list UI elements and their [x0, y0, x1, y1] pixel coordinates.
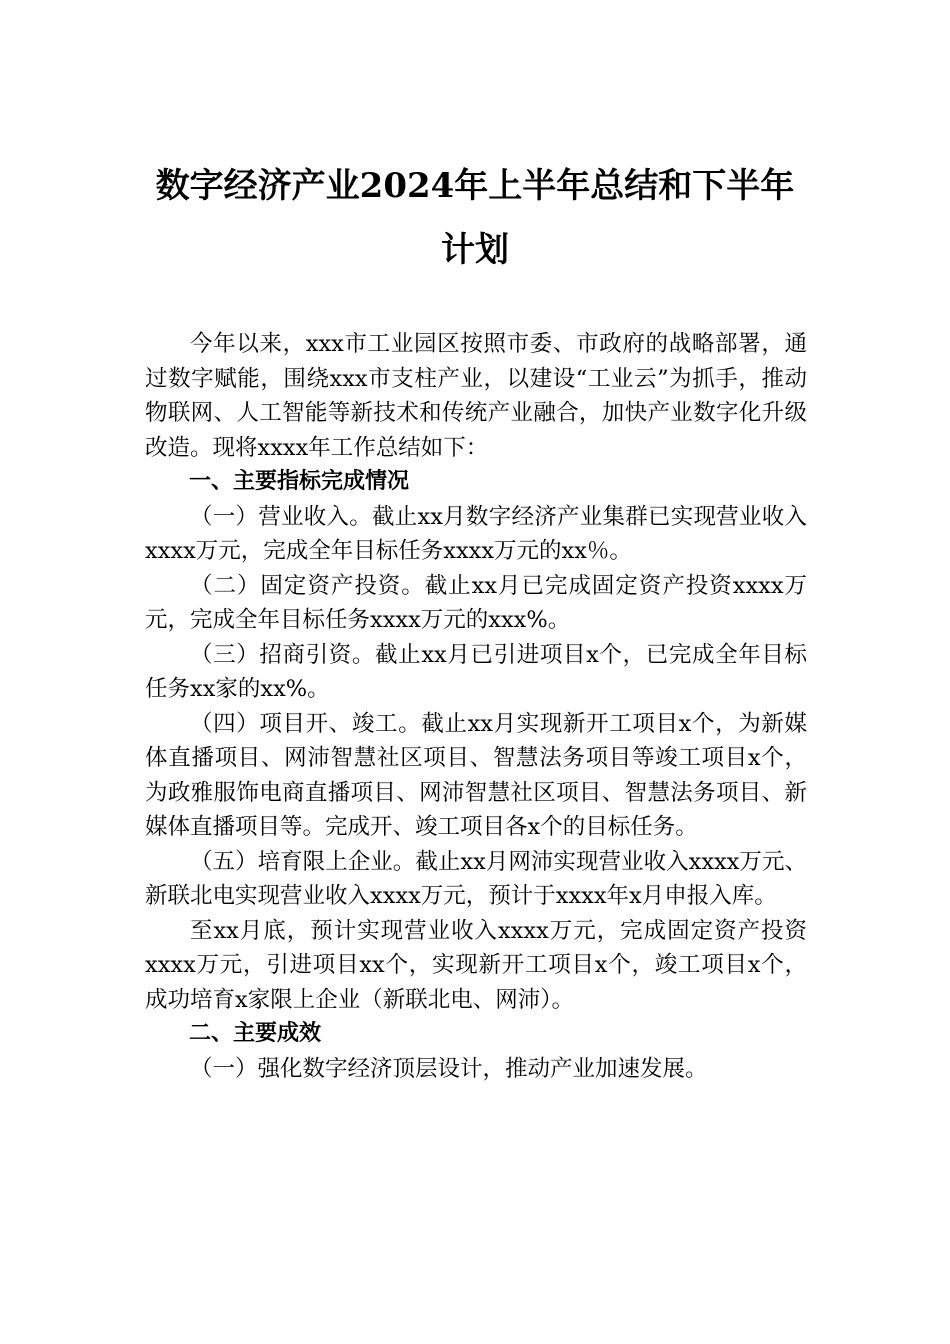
document-body [145, 327, 807, 1086]
title-line-2: 计划 [441, 230, 509, 270]
intro-paragraph: 今年以来，xxx市工业园区按照市委、市政府的战略部署，通过数字赋能，围绕xxx市支柱产业，以建设“工业云”为抓手，推动物联网、人工智能等新技术和传统产业融合，加快产业数字化升级改造。现将xxxx年工作总结如下： [145, 331, 807, 461]
summary-paragraph: 至xx月底，预计实现营业收入xxxx万元，完成固定资产投资xxxx万元，引进项目xx个，实现新开工项目x个，竣工项目x个，成功培育x家限上企业（新联北电、网沛）。 [145, 917, 807, 1013]
item-fixed-asset-investment: （二）固定资产投资。截止xx月已完成固定资产投资xxxx万元，完成全年目标任务xxxx万元的xxx%。 [145, 572, 807, 633]
item-enterprise-cultivation: （五）培育限上企业。截止xx月网沛实现营业收入xxxx万元、新联北电实现营业收入xxxx万元，预计于xxxx年x月申报入库。 [145, 848, 807, 909]
section-heading-indicators: 一、主要指标完成情况 [189, 469, 410, 494]
item-project-start-completion: （四）项目开、竣工。截止xx月实现新开工项目x个，为新媒体直播项目、网沛智慧社区项目、智慧法务项目等竣工项目x个，为政雅服饰电商直播项目、网沛智慧社区项目、智慧法务项目、新媒体直播项目等。完成开、竣工项目各x个的目标任务。 [145, 710, 807, 840]
item-revenue: （一）营业收入。截止xx月数字经济产业集群已实现营业收入xxxx万元，完成全年目标任务xxxx万元的xx％。 [145, 503, 807, 564]
document-title [120, 158, 830, 278]
section-heading-results: 二、主要成效 [189, 1021, 322, 1046]
results-subheading-1: （一）强化数字经济顶层设计，推动产业加速发展。 [190, 1055, 708, 1082]
item-investment-attraction: （三）招商引资。截止xx月已引进项目x个，已完成全年目标任务xx家的xx%。 [145, 641, 807, 702]
title-line-1: 数字经济产业2024年上半年总结和下半年 [155, 166, 795, 206]
